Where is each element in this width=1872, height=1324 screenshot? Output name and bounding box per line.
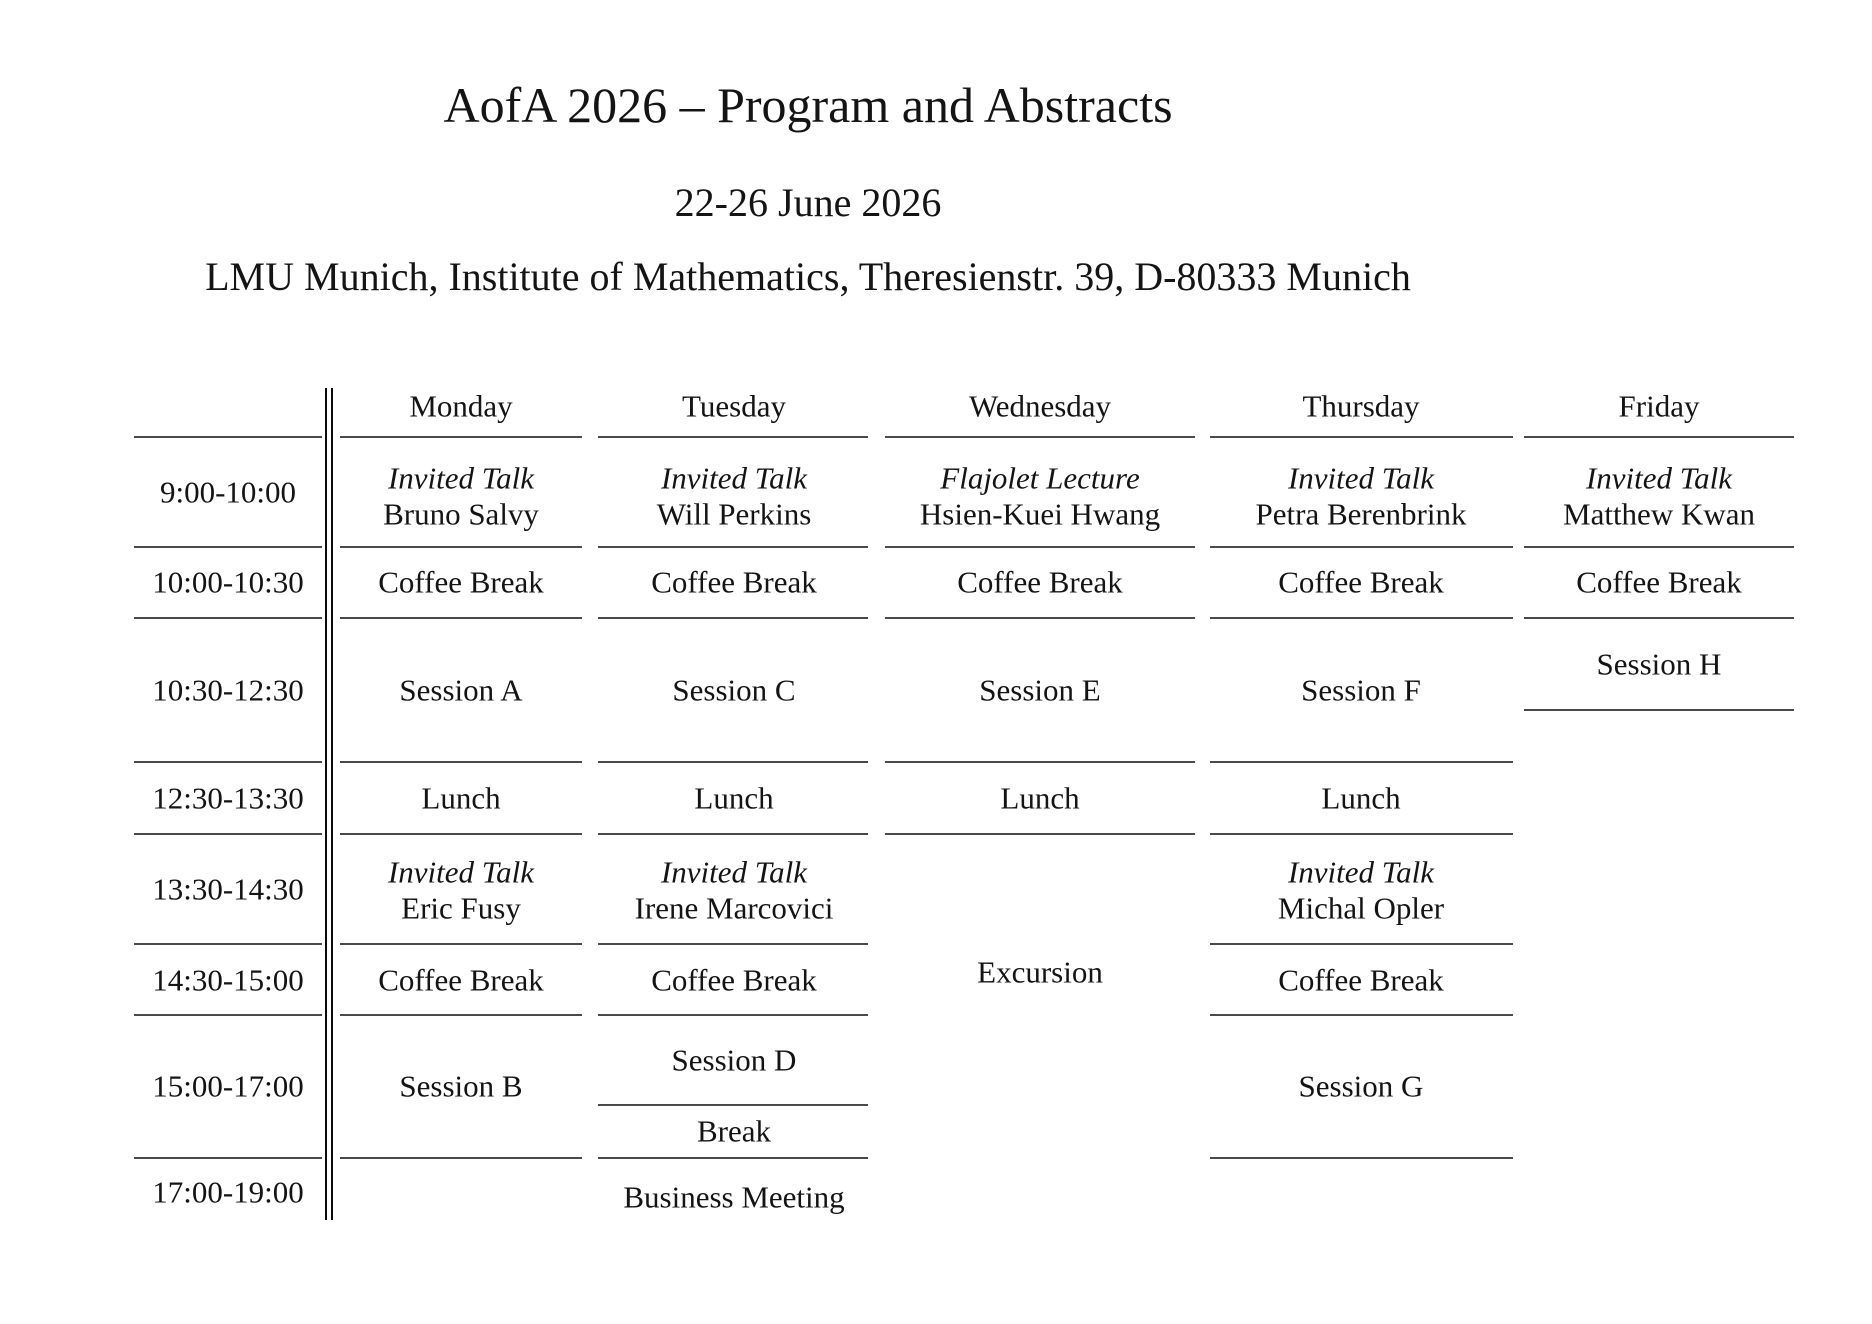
table-rule [340,833,582,835]
table-rule [340,943,582,945]
time-slot-6: 14:30-15:00 [152,962,304,998]
thursday-coffee-am: Coffee Break [1278,564,1444,600]
wednesday-am-speaker: Hsien-Kuei Hwang [919,496,1161,532]
wednesday-excursion: Excursion [977,954,1103,990]
table-rule [1210,761,1513,763]
time-slot-7: 15:00-17:00 [152,1068,304,1104]
page-title: AofA 2026 – Program and Abstracts [443,77,1173,133]
table-rule [598,1157,868,1159]
table-rule [134,617,322,619]
wednesday-session-am: Session E [979,672,1101,708]
table-rule [134,1014,322,1016]
double-vertical-rule [325,388,333,1220]
time-slot-4: 12:30-13:30 [152,780,304,816]
table-rule [1524,436,1794,438]
monday-am-speaker: Bruno Salvy [383,496,539,532]
table-rule [340,617,582,619]
monday-session-pm: Session B [399,1068,523,1104]
table-rule [340,1157,582,1159]
tuesday-coffee-am: Coffee Break [651,564,817,600]
time-slot-5: 13:30-14:30 [152,871,304,907]
table-rule [885,833,1195,835]
event-venue: LMU Munich, Institute of Mathematics, Theresienstr. 39, D-80333 Munich [205,254,1411,299]
wednesday-coffee-am: Coffee Break [957,564,1123,600]
table-rule [134,761,322,763]
time-slot-3: 10:30-12:30 [152,672,304,708]
table-rule [134,436,322,438]
table-rule [134,943,322,945]
thursday-session-pm: Session G [1298,1068,1424,1104]
table-rule [1210,546,1513,548]
table-rule [340,1014,582,1016]
table-rule [885,546,1195,548]
table-rule [598,1014,868,1016]
table-rule [598,761,868,763]
tuesday-break-pm: Break [696,1113,772,1149]
table-rule [1210,943,1513,945]
monday-am-talk-type: Invited Talk [387,460,535,496]
table-rule [1210,436,1513,438]
tuesday-am-speaker: Will Perkins [656,496,812,532]
table-rule [134,833,322,835]
table-rule [598,943,868,945]
thursday-pm-speaker: Michal Opler [1277,890,1445,926]
table-rule [598,436,868,438]
table-rule [1524,617,1794,619]
thursday-pm-talk-type: Invited Talk [1287,854,1435,890]
friday-coffee-am: Coffee Break [1576,564,1742,600]
thursday-am-speaker: Petra Berenbrink [1255,496,1467,532]
table-rule [598,617,868,619]
tuesday-session-am: Session C [672,672,796,708]
table-rule [1524,709,1794,711]
table-rule [885,761,1195,763]
table-rule [134,1157,322,1159]
table-rule [885,617,1195,619]
monday-lunch: Lunch [421,780,501,816]
monday-pm-speaker: Eric Fusy [401,890,521,926]
table-rule [340,546,582,548]
wednesday-am-talk-type: Flajolet Lecture [940,460,1140,496]
monday-coffee-am: Coffee Break [378,564,544,600]
wednesday-lunch: Lunch [1000,780,1080,816]
table-rule [598,833,868,835]
monday-coffee-pm: Coffee Break [378,962,544,998]
time-slot-8: 17:00-19:00 [152,1174,304,1210]
friday-am-speaker: Matthew Kwan [1563,496,1755,532]
tuesday-lunch: Lunch [694,780,774,816]
tuesday-coffee-pm: Coffee Break [651,962,817,998]
time-slot-2: 10:00-10:30 [152,564,304,600]
day-header-tuesday: Tuesday [682,388,786,424]
tuesday-am-talk-type: Invited Talk [660,460,808,496]
friday-am-talk-type: Invited Talk [1585,460,1733,496]
day-header-wednesday: Wednesday [968,388,1112,424]
tuesday-pm-speaker: Irene Marcovici [634,890,834,926]
table-rule [598,1104,868,1106]
table-rule [1210,1014,1513,1016]
table-rule [1524,546,1794,548]
tuesday-session-pm: Session D [671,1042,797,1078]
friday-session-am: Session H [1596,646,1722,682]
table-rule [885,436,1195,438]
table-rule [340,436,582,438]
day-header-monday: Monday [409,388,513,424]
thursday-am-talk-type: Invited Talk [1287,460,1435,496]
thursday-session-am: Session F [1301,672,1421,708]
table-rule [1210,833,1513,835]
monday-session-am: Session A [399,672,523,708]
day-header-friday: Friday [1618,388,1700,424]
tuesday-business-meeting: Business Meeting [623,1179,845,1215]
table-rule [340,761,582,763]
event-dates: 22-26 June 2026 [674,180,942,225]
time-slot-1: 9:00-10:00 [159,474,297,510]
monday-pm-talk-type: Invited Talk [387,854,535,890]
table-rule [1210,617,1513,619]
thursday-lunch: Lunch [1321,780,1401,816]
day-header-thursday: Thursday [1302,388,1420,424]
thursday-coffee-pm: Coffee Break [1278,962,1444,998]
table-rule [598,546,868,548]
table-rule [134,546,322,548]
tuesday-pm-talk-type: Invited Talk [660,854,808,890]
table-rule [1210,1157,1513,1159]
